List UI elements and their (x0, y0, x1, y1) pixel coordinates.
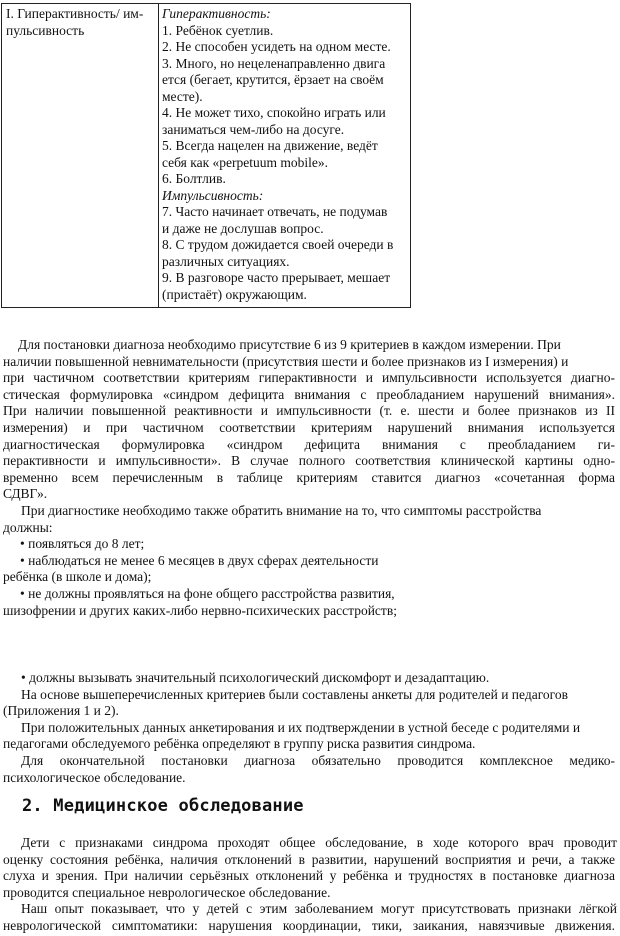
text-line: временно всем перечисленным в таблице критериям ставится диагноз «сочетанная форма (3, 469, 615, 485)
text-line: Наш опыт показывает, что у детей с этим заболеванием могут присутствовать признаки лёгкой (21, 901, 617, 917)
text-line: проводится специальное неврологическое обследование. (3, 884, 331, 900)
text-line: психологическое обследование. (3, 769, 186, 785)
section-heading: 2. Медицинское обследование (22, 796, 304, 816)
text-line: должны: (3, 519, 53, 535)
criteria-item: 3. Много, но нецеленаправленно двига (162, 55, 386, 71)
table-dimension-cell (6, 6, 154, 39)
text-line: При диагностике необходимо также обратить внимание на то, что симптомы расстройства (21, 502, 542, 518)
list-item: • должны вызывать значительный психологический дискомфорт и дезадаптацию. (21, 670, 490, 685)
text-line: СДВГ». (3, 486, 48, 502)
list-item: • не должны проявляться на фоне общего расстройства развития, (20, 585, 395, 601)
criteria-table (1, 3, 411, 308)
criteria-item: и даже не дослушав вопрос. (162, 220, 324, 236)
text-line: диагностическая формулировка «синдром дефицита внимания с преобладанием ги- (3, 436, 615, 452)
paragraph-block-3 (0, 835, 620, 935)
criteria-item: себя как «perpetuum mobile». (162, 154, 329, 170)
text-line: На основе вышеперечисленных критериев были составлены анкеты для родителей и педагогов (21, 686, 568, 702)
text-line: стическая формулировка «синдром дефицита внимания с преобладанием нарушений внимания». (3, 386, 615, 402)
list-item: • появляться до 8 лет; (20, 536, 145, 552)
text-line: педагогами обследуемого ребёнка определяют в группу риска развития синдрома. (3, 736, 476, 752)
text-line: оценку состояния ребёнка, наличия отклонений в развитии, нарушений восприятия и речи, а также (3, 851, 615, 867)
text-line: Дети с признаками синдрома проходят общее обследование, в ходе которого врач проводит (21, 835, 617, 850)
text-line: Для окончательной постановки диагноза обязательно проводится комплексное медико- (21, 752, 615, 768)
text-line: Для постановки диагноза необходимо присутствие 6 из 9 критериев в каждом измерении. При (18, 337, 561, 352)
list-item: • наблюдаться не менее 6 месяцев в двух сферах деятельности (20, 552, 379, 568)
text-line: При положительных данных анкетирования и их подтверждении в устной беседе с родителями и (21, 719, 581, 735)
paragraph-block-1 (0, 337, 620, 619)
text-line: перактивности и импульсивности». В случае полного соответствия клинической картины одно- (3, 453, 615, 469)
text-line: измерения) и при частичном соответствии критериям нарушений внимания используется (3, 419, 615, 435)
criteria-item: заниматься чем-либо на досуге. (162, 121, 345, 137)
text-line: (Приложения 1 и 2). (3, 703, 119, 719)
table-criteria-cell (162, 6, 408, 303)
text-line: шизофрении и других каких-либо нервно-психических расстройств; (3, 602, 397, 618)
criteria-item: 1. Ребёнок суетлив. (162, 22, 274, 38)
criteria-item: ется (бегает, крутится, ёрзает на своём (162, 72, 384, 87)
table-column-divider (158, 4, 159, 307)
dimension-line: I. Гиперактивность/ им- (6, 6, 144, 21)
criteria-group-heading: Импульсивность: (162, 187, 264, 203)
criteria-item: 5. Всегда нацелен на движение, ведёт (162, 138, 378, 153)
criteria-item: 8. С трудом дожидается своей очереди в (162, 237, 394, 252)
criteria-item: 2. Не способен усидеть на одном месте. (162, 39, 391, 54)
criteria-item: 9. В разговоре часто прерывает, мешает (162, 270, 391, 285)
criteria-item: месте). (162, 88, 203, 104)
criteria-item: 7. Часто начинает отвечать, не подумав (162, 204, 388, 219)
dimension-line: пульсивность (6, 22, 85, 38)
criteria-item: (пристаёт) окружающим. (162, 286, 307, 302)
text-line: ребёнка (в школе и дома); (3, 569, 152, 585)
criteria-group-heading: Гиперактивность: (162, 6, 271, 21)
text-line: наличии повышенной невнимательности (присутствия шести и более признаков из I измерения) и (3, 353, 569, 369)
text-line: при частичном соответствии критериям гиперактивности и импульсивности используется диагно- (3, 370, 615, 386)
text-line: слуха и зрения. При наличии серьёзных отклонений у ребёнка и трудностях в постановке диагноза (3, 868, 615, 884)
criteria-item: 4. Не может тихо, спокойно играть или (162, 105, 386, 120)
text-line: неврологической симптоматики: нарушения координации, тики, заикания, навязчивые движения. (3, 917, 615, 933)
criteria-item: различных ситуациях. (162, 253, 290, 269)
criteria-item: 6. Болтлив. (162, 171, 226, 186)
paragraph-block-2 (0, 670, 620, 786)
text-line: При наличии повышенной реактивности и импульсивности (т. е. шести и более признаков из II (3, 403, 615, 419)
